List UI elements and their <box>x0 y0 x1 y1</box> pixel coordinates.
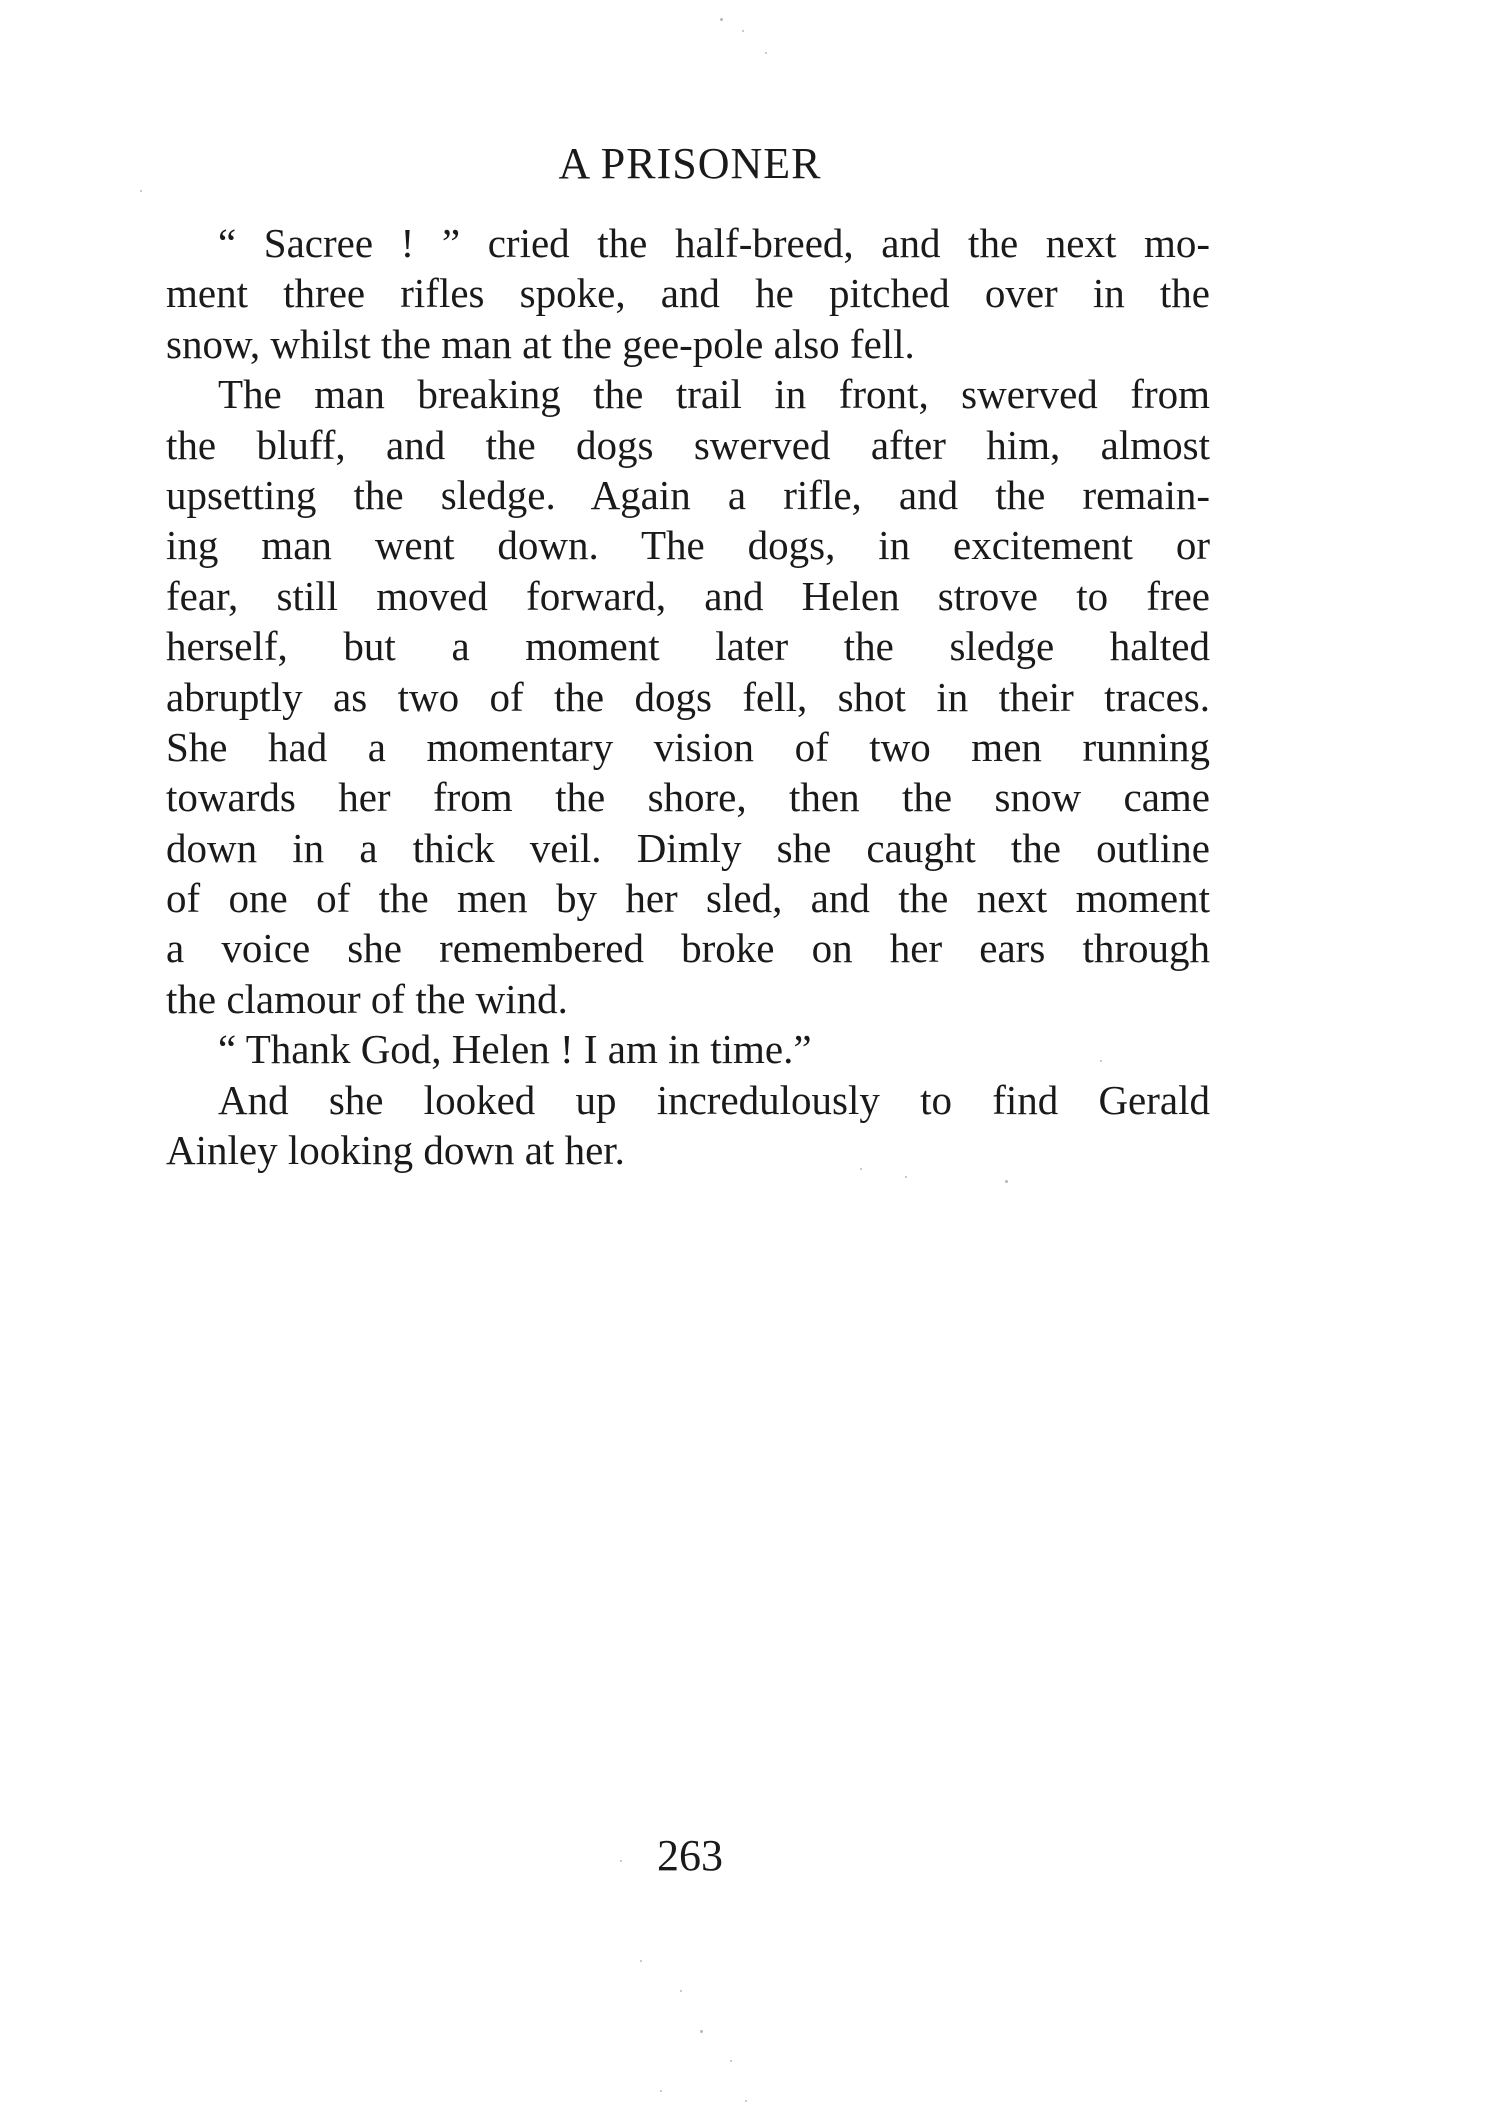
text-line: herself, but a moment later the sledge halted <box>166 623 1210 670</box>
print-speck <box>730 2060 732 2062</box>
text-line: “ Sacree ! ” cried the half-breed, and the next mo- <box>218 220 1210 266</box>
print-speck <box>745 2100 747 2102</box>
page-number: 263 <box>657 1831 723 1880</box>
text-line: ing man went down. The dogs, in excitement or <box>166 522 1210 569</box>
text-line: upsetting the sledge. Again a rifle, and the remain- <box>166 471 1210 518</box>
print-speck <box>742 30 744 32</box>
print-speck <box>860 1168 862 1170</box>
print-speck <box>1100 1060 1102 1062</box>
body-text <box>166 218 1210 1175</box>
text-line: The man breaking the trail in front, swerved from <box>218 371 1210 418</box>
text-line: a voice she remembered broke on her ears through <box>166 925 1210 972</box>
text-line: of one of the men by her sled, and the next moment <box>166 875 1210 922</box>
text-line: Ainley looking down at her. <box>166 1127 625 1174</box>
print-speck <box>680 1990 682 1992</box>
print-speck <box>700 2030 703 2033</box>
text-line: She had a momentary vision of two men running <box>166 723 1210 770</box>
print-speck <box>1005 1180 1008 1183</box>
text-line: towards her from the shore, then the snow came <box>166 774 1210 821</box>
text-line: And she looked up incredulously to find Gerald <box>218 1076 1210 1123</box>
text-line: fear, still moved forward, and Helen strove to free <box>166 572 1210 619</box>
text-line: the clamour of the wind. <box>166 975 568 1022</box>
text-line: abruptly as two of the dogs fell, shot in their traces. <box>166 673 1210 720</box>
text-line: snow, whilst the man at the gee-pole also fell. <box>166 320 915 367</box>
print-speck <box>140 190 142 192</box>
text-line: the bluff, and the dogs swerved after him, almost <box>166 421 1210 468</box>
print-speck <box>765 52 767 54</box>
text-line: down in a thick veil. Dimly she caught the outline <box>166 824 1210 871</box>
print-speck <box>640 1960 642 1962</box>
print-speck <box>720 18 723 21</box>
text-line: “ Thank God, Helen ! I am in time.” <box>218 1026 812 1073</box>
print-speck <box>905 1176 907 1178</box>
running-head: A PRISONER <box>558 139 822 188</box>
print-speck <box>620 1860 622 1862</box>
print-speck <box>660 2090 662 2092</box>
text-line: ment three rifles spoke, and he pitched over in the <box>166 270 1210 317</box>
